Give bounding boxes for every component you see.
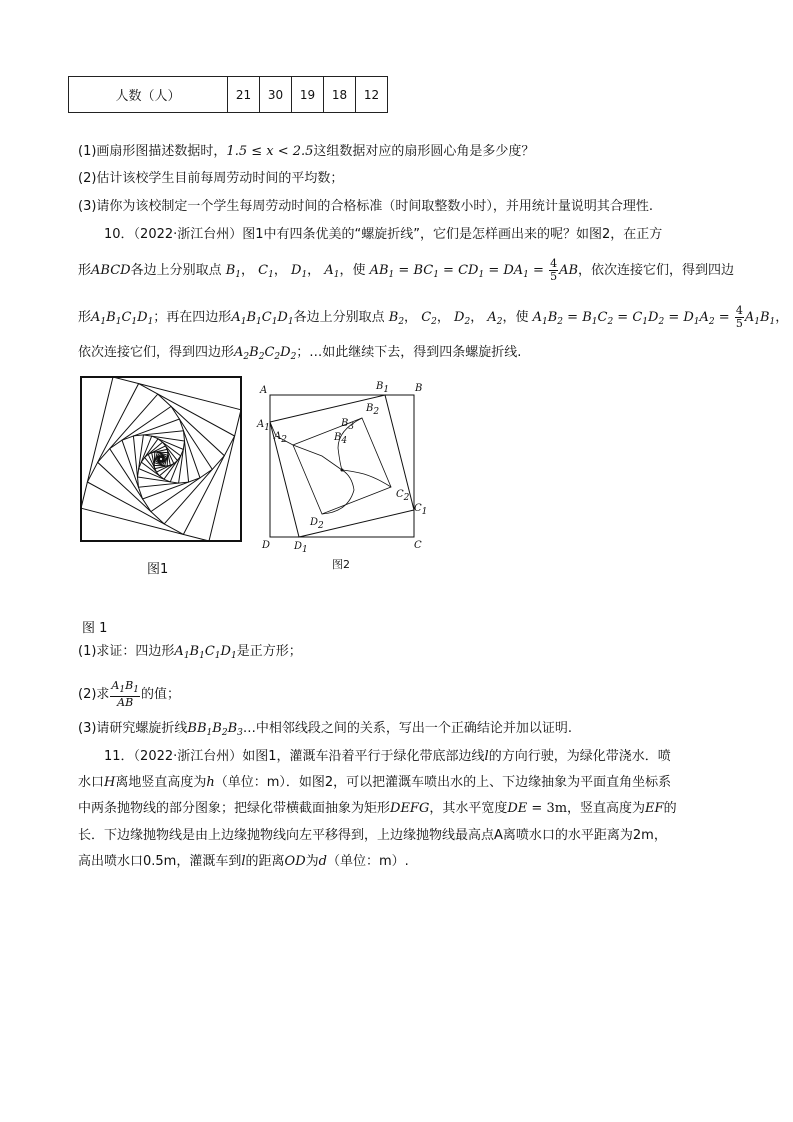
q10-point: $C_2$ — [421, 310, 437, 327]
q11-text: （单位：m）. — [326, 854, 409, 869]
q11-text: 的 — [663, 801, 677, 816]
q10-point: $D_2$ — [454, 310, 471, 327]
q10-sub3 — [78, 720, 572, 742]
q10-ab: AB — [559, 263, 579, 278]
spiral-square — [81, 377, 241, 541]
label-d2: $D_2$ — [310, 517, 324, 531]
q10-text: ，使 — [502, 310, 529, 325]
label-c1: $C_1$ — [414, 503, 428, 517]
q11-line5 — [78, 853, 409, 871]
table-cell: 19 — [292, 77, 324, 113]
q10-equation: $AB_1 = BC_1 = CD_1 = DA_1$ = — [369, 263, 549, 280]
q11-math: OD — [284, 854, 306, 869]
q10-equation: $A_1B_2 = B_1C_2 = C_1D_2 = D_1A_2$ = — [532, 310, 734, 327]
q10-line3: 形$A_1B_1C_1D_1$；再在四边形$A_1B_1C_1D_1$各边上分别取点 $B_2$， $C_2$， $D_2$， $A_2$，使 $A_1B_2 = B_1C_2 = C_1D_2 = D_1A_2$ = $\frac{4}{5}$ $A_1B_1$， — [78, 304, 789, 330]
q10-line1: 10．（2022·浙江台州）图1中有四条优美的“螺旋折线”，它们是怎样画出来的呢？如图2，在正方 — [104, 227, 663, 242]
label-c: C — [414, 540, 422, 551]
figure-1-caption: 图1 — [147, 562, 169, 577]
q11-line1 — [104, 748, 671, 766]
q10-sub-text: …中相邻线段之间的关系，写出一个正确结论并加以证明. — [242, 721, 572, 736]
spiral-square — [81, 377, 241, 541]
q10-point: $D_1$ — [291, 263, 308, 280]
quad-a1b1c1d1 — [270, 395, 414, 537]
table-cell: 18 — [324, 77, 356, 113]
table-cell: 30 — [260, 77, 292, 113]
data-table — [68, 76, 388, 113]
q11-text: 为 — [305, 854, 319, 869]
q10-text: ；…如此继续下去，得到四条螺旋折线. — [296, 345, 522, 360]
q11-text: （单位：m）．如图2，可以把灌溉车喷出水的上、下边缘抽象为平面直角坐标系 — [214, 775, 672, 790]
label-b1: $B_1$ — [376, 381, 390, 395]
q9-part1 — [78, 143, 534, 161]
label-a: A — [260, 385, 268, 396]
q10-line2: 形ABCD各边上分别取点 $B_1$， $C_1$， $D_1$， $A_1$，使 $AB_1 = BC_1 = CD_1 = DA_1$ = $\frac{4}{5}$ AB，依次连接它们，得到四边 — [78, 257, 735, 283]
spiral-square — [159, 457, 163, 461]
label-b3: $B_3$ — [341, 418, 355, 432]
q11-text: 水口 — [78, 775, 105, 790]
q10-abcd: ABCD — [91, 263, 131, 278]
fraction-denominator: 5 — [735, 317, 743, 330]
q10-text: ；再在四边形 — [153, 310, 232, 325]
q10-a1b1: $A_1B_1$ — [744, 310, 776, 327]
fraction-four-fifths — [735, 305, 744, 330]
center-point — [341, 469, 344, 472]
label-b2: $B_2$ — [366, 403, 380, 417]
q11-math: DEFG — [390, 801, 430, 816]
q10-sub2 — [78, 680, 180, 709]
fraction-numerator: $A_1B_1$ — [111, 679, 139, 695]
spiral-curve — [342, 470, 391, 487]
q10-point: $B_2$ — [388, 310, 405, 327]
q10-text: 各边上分别取点 — [130, 263, 222, 278]
q10-point: $A_2$ — [487, 310, 503, 327]
q9-part1-math: 1.5 ≤ x < 2.5 — [226, 144, 314, 159]
q10-text: ，使 — [339, 263, 366, 278]
q10-point: $C_1$ — [258, 263, 274, 280]
fraction-numerator: 4 — [550, 257, 558, 270]
label-b: B — [415, 383, 423, 394]
spiral-square — [141, 439, 180, 479]
q11-text: 离地竖直高度为 — [115, 775, 207, 790]
q10-quad: $A_2B_2C_2D_2$ — [234, 345, 297, 362]
q11-math: l — [241, 854, 246, 869]
figure-2-square — [252, 378, 434, 552]
q10-text: ，依次连接它们，得到四边 — [578, 263, 735, 278]
label-a2: $A_2$ — [274, 431, 287, 445]
figure-note: 图 1 — [82, 621, 108, 636]
q10-polyline: $BB_1B_2B_3$ — [187, 721, 243, 738]
q10-quad: $A_1B_1C_1D_1$ — [91, 310, 154, 327]
q9-part3: (3)请你为该校制定一个学生每周劳动时间的合格标准（时间取整数小时），并用统计量说明其合理性. — [78, 199, 654, 214]
fraction-four-fifths — [549, 258, 558, 283]
label-d1: $D_1$ — [294, 541, 308, 555]
spiral-square — [110, 406, 213, 511]
spiral-square — [122, 419, 200, 499]
q11-math: d — [318, 854, 327, 869]
spiral-square — [145, 442, 178, 476]
q9-part2: (2)估计该校学生目前每周劳动时间的平均数； — [78, 171, 344, 186]
q10-sub-text: (1)求证：四边形 — [78, 644, 175, 659]
label-b4: $B_4$ — [334, 432, 348, 446]
q11-math: h — [206, 775, 215, 790]
q10-point: $A_1$ — [324, 263, 340, 280]
spiral-square — [148, 446, 174, 472]
q10-sub-text: 的值； — [140, 687, 180, 702]
label-d: D — [262, 540, 271, 551]
q11-text: = 3m，竖直高度为 — [527, 801, 646, 816]
q10-line4 — [78, 344, 521, 366]
q10-sub-text: 是正方形； — [236, 644, 302, 659]
q11-line2 — [78, 774, 671, 792]
figure-1-spiral — [80, 376, 242, 542]
table-cell: 12 — [356, 77, 388, 113]
label-a1: $A_1$ — [257, 419, 270, 433]
table-row — [69, 77, 388, 113]
fraction-denominator: AB — [117, 696, 134, 709]
q9-part1-text-end: 这组数据对应的扇形圆心角是多少度？ — [313, 144, 535, 159]
q11-math: EF — [645, 801, 664, 816]
q11-text: 的距离 — [245, 854, 285, 869]
q9-part1-text: (1)画扇形图描述数据时， — [78, 144, 227, 159]
q11-line3 — [78, 800, 677, 818]
q11-math: l — [484, 749, 489, 764]
square-abcd — [270, 395, 414, 537]
q11-line4: 长．下边缘抛物线是由上边缘抛物线向左平移得到，上边缘抛物线最高点A离喷水口的水平距离为2m， — [78, 828, 667, 843]
spiral-square — [138, 435, 185, 483]
q10-text: 形 — [78, 263, 92, 278]
q10-quad: $A_1B_1C_1D_1$ — [174, 644, 237, 661]
q10-sub-text: (3)请研究螺旋折线 — [78, 721, 188, 736]
q10-point: $B_1$ — [225, 263, 242, 280]
q10-text: 形 — [78, 310, 92, 325]
q11-text: 11．（2022·浙江台州）如图1，灌溉车沿着平行于绿化带底部边线 — [104, 749, 485, 764]
q11-text: 高出喷水口0.5m，灌溉车到 — [78, 854, 242, 869]
q10-sub-text: (2)求 — [78, 687, 110, 702]
table-header-cell: 人数（人） — [69, 77, 228, 113]
q10-sub1 — [78, 643, 302, 665]
q10-text: 各边上分别取点 — [293, 310, 385, 325]
q10-text: 依次连接它们，得到四边形 — [78, 345, 235, 360]
fraction-denominator: 5 — [550, 270, 558, 283]
spiral-square — [133, 431, 188, 487]
q11-text: 的方向行驶，为绿化带浇水．喷 — [488, 749, 671, 764]
label-c2: $C_2$ — [396, 489, 410, 503]
table-cell: 21 — [228, 77, 260, 113]
q11-math: H — [104, 775, 116, 790]
figure-2-caption: 图2 — [332, 558, 350, 571]
fraction-a1b1-over-ab — [110, 680, 140, 709]
q11-text: ，其水平宽度 — [429, 801, 508, 816]
spiral-square — [87, 384, 234, 535]
q10-quad: $A_1B_1C_1D_1$ — [231, 310, 294, 327]
fraction-numerator: 4 — [735, 304, 743, 317]
q11-math: DE — [507, 801, 528, 816]
q11-text: 中两条抛物线的部分图象；把绿化带横截面抽象为矩形 — [78, 801, 391, 816]
